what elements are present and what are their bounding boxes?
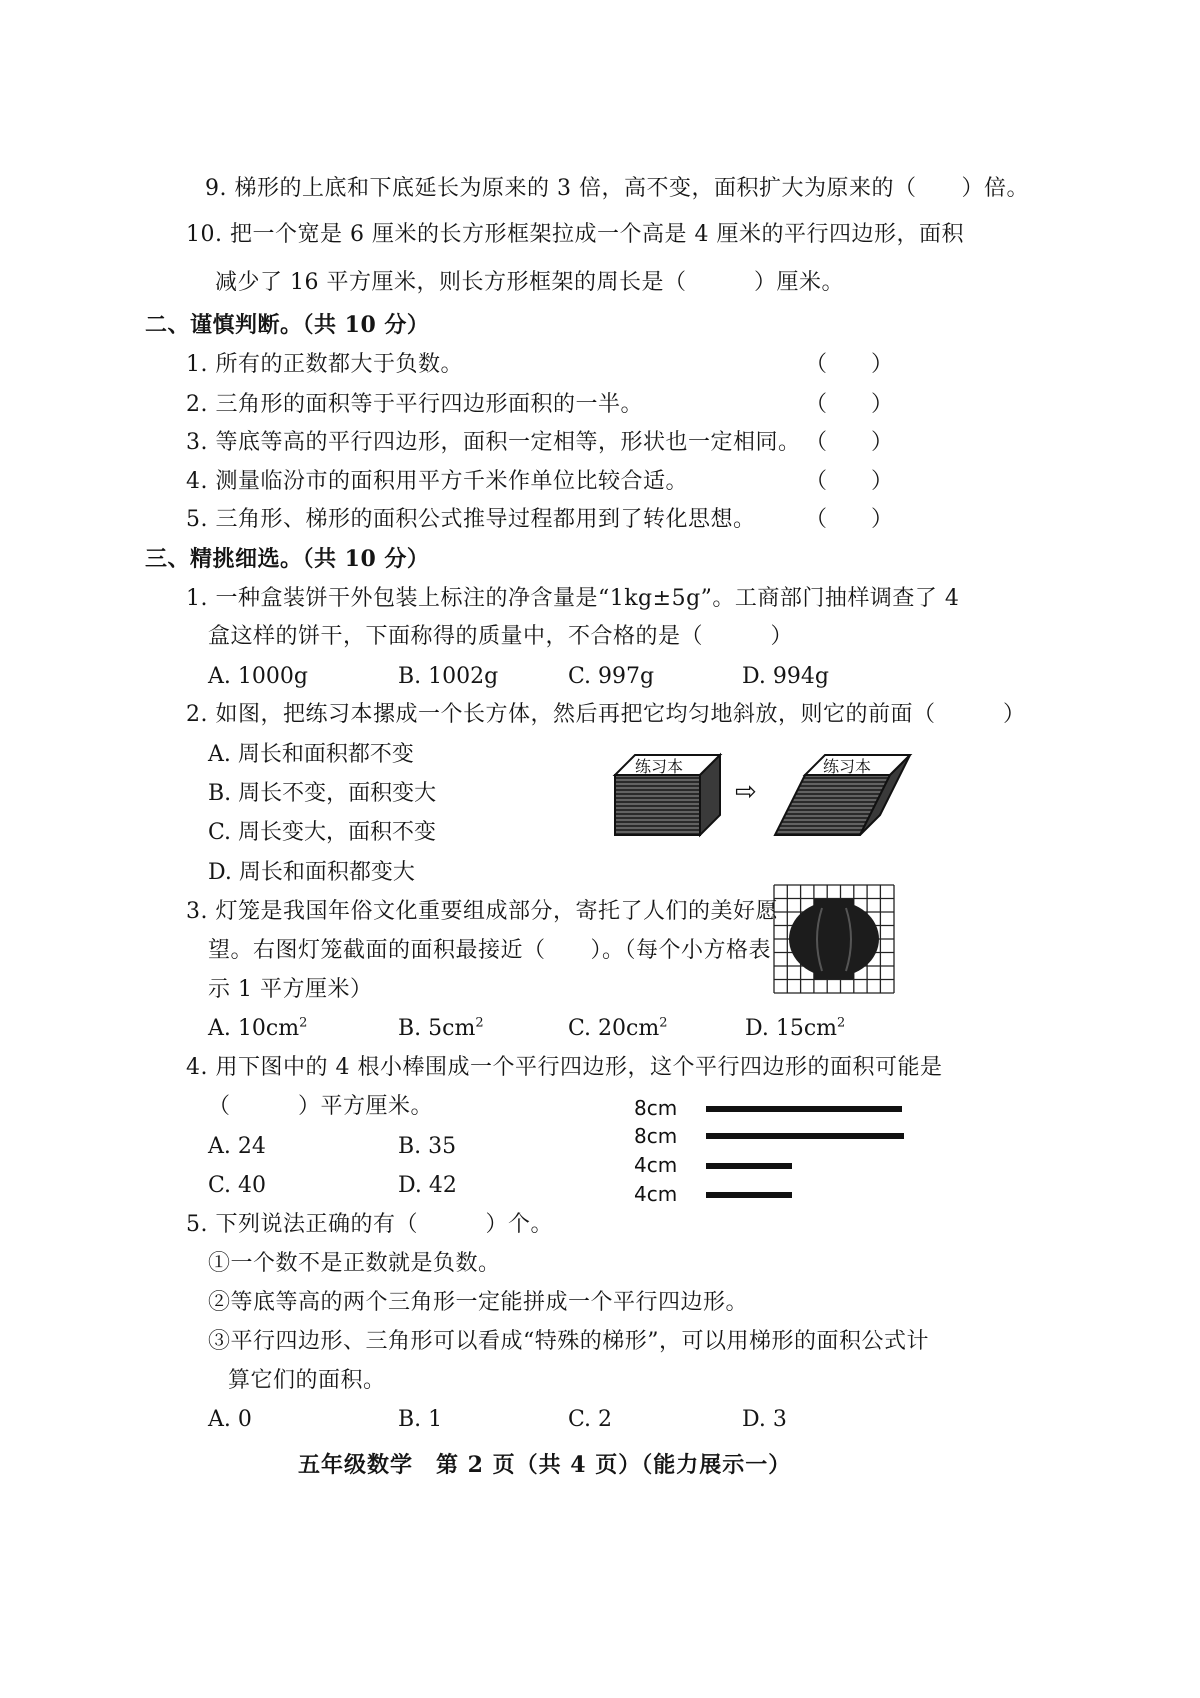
book-stack-figure xyxy=(605,745,915,845)
superscript: 2 xyxy=(659,1015,668,1031)
q2-option-b[interactable]: B. 周长不变，面积变大 xyxy=(208,781,437,806)
judge-item-1: 1. 所有的正数都大于负数。 xyxy=(186,352,463,377)
question-9: 9. 梯形的上底和下底延长为原来的 3 倍，高不变，面积扩大为原来的（ ）倍。 xyxy=(205,176,1029,201)
judge-item-2: 2. 三角形的面积等于平行四边形面积的一半。 xyxy=(186,392,643,417)
q3-option-b-text: B. 5cm xyxy=(398,1016,476,1041)
superscript: 2 xyxy=(299,1015,308,1031)
judge-answer-5[interactable]: （ ） xyxy=(805,507,894,532)
book-label-1: 练习本 xyxy=(635,757,684,776)
choice-q4-line-2: （ ）平方厘米。 xyxy=(208,1094,434,1119)
q5-option-c[interactable]: C. 2 xyxy=(568,1407,613,1432)
choice-q2-line-1: 2. 如图，把练习本摞成一个长方体，然后再把它均匀地斜放，则它的前面（ ） xyxy=(186,702,1026,727)
q5-option-b[interactable]: B. 1 xyxy=(398,1407,443,1432)
q3-option-c[interactable] xyxy=(568,1014,668,1044)
q5-statement-1: ①一个数不是正数就是负数。 xyxy=(208,1251,501,1276)
superscript: 2 xyxy=(837,1015,846,1031)
judge-answer-4[interactable]: （ ） xyxy=(805,469,894,494)
choice-q3-line-2: 望。右图灯笼截面的面积最接近（ ）。（每个小方格表 xyxy=(208,938,772,963)
q5-statement-3-line-2: 算它们的面积。 xyxy=(228,1368,386,1393)
stick-label-4: 4cm xyxy=(634,1182,678,1205)
stick-1 xyxy=(706,1106,902,1112)
q3-option-b[interactable] xyxy=(398,1014,484,1044)
section-2-title: 二、谨慎判断。（共 10 分） xyxy=(145,312,430,338)
choice-q5-line-1: 5. 下列说法正确的有（ ）个。 xyxy=(186,1212,553,1237)
q4-option-c[interactable]: C. 40 xyxy=(208,1173,267,1198)
book-label-2: 练习本 xyxy=(823,757,872,776)
q4-option-a[interactable]: A. 24 xyxy=(208,1134,266,1159)
q4-option-b[interactable]: B. 35 xyxy=(398,1134,457,1159)
q5-option-a[interactable]: A. 0 xyxy=(208,1407,252,1432)
q5-statement-3-line-1: ③平行四边形、三角形可以看成“特殊的梯形”，可以用梯形的面积公式计 xyxy=(208,1329,929,1354)
choice-q1-line-1: 1. 一种盒装饼干外包装上标注的净含量是“1kg±5g”。工商部门抽样调查了 4 xyxy=(186,586,960,611)
choice-q3-line-1: 3. 灯笼是我国年俗文化重要组成部分，寄托了人们的美好愿 xyxy=(186,899,778,924)
q1-option-c[interactable]: C. 997g xyxy=(568,664,655,689)
judge-item-5: 5. 三角形、梯形的面积公式推导过程都用到了转化思想。 xyxy=(186,507,756,532)
choice-q3-line-3: 示 1 平方厘米） xyxy=(208,977,373,1002)
q3-option-d[interactable] xyxy=(745,1014,845,1044)
lantern-shape xyxy=(789,901,879,977)
book-stack-slanted xyxy=(775,755,910,835)
q1-option-a[interactable]: A. 1000g xyxy=(208,664,308,689)
judge-answer-1[interactable]: （ ） xyxy=(805,352,894,377)
lantern-grid-figure xyxy=(772,883,896,995)
q2-option-a[interactable]: A. 周长和面积都不变 xyxy=(208,742,414,767)
stick-label-1: 8cm xyxy=(634,1096,678,1120)
judge-item-4: 4. 测量临汾市的面积用平方千米作单位比较合适。 xyxy=(186,469,688,494)
q5-option-d[interactable]: D. 3 xyxy=(742,1407,787,1432)
section-3-title: 三、精挑细选。（共 10 分） xyxy=(145,546,430,572)
stick-label-3: 4cm xyxy=(634,1153,678,1177)
q3-option-a-text: A. 10cm xyxy=(208,1016,300,1041)
stick-3 xyxy=(706,1163,792,1169)
judge-answer-3[interactable]: （ ） xyxy=(805,430,894,455)
choice-q1-line-2: 盒这样的饼干，下面称得的质量中，不合格的是（ ） xyxy=(208,624,794,649)
stick-label-2: 8cm xyxy=(634,1124,678,1148)
q1-option-b[interactable]: B. 1002g xyxy=(398,664,499,689)
q4-option-d[interactable]: D. 42 xyxy=(398,1173,457,1198)
q5-statement-2: ②等底等高的两个三角形一定能拼成一个平行四边形。 xyxy=(208,1290,749,1315)
superscript: 2 xyxy=(475,1015,484,1031)
question-10-line-1: 10. 把一个宽是 6 厘米的长方形框架拉成一个高是 4 厘米的平行四边形，面积 xyxy=(186,222,964,247)
q1-option-d[interactable]: D. 994g xyxy=(742,664,829,689)
book-stack-box xyxy=(615,755,720,835)
sticks-figure xyxy=(630,1093,915,1205)
page-footer: 五年级数学 第 2 页（共 4 页）（能力展示一） xyxy=(298,1452,792,1478)
stick-2 xyxy=(706,1133,904,1139)
q2-option-d[interactable]: D. 周长和面积都变大 xyxy=(208,860,415,885)
arrow-icon: ⇨ xyxy=(735,777,757,807)
question-10-line-2: 减少了 16 平方厘米，则长方形框架的周长是（ ）厘米。 xyxy=(215,270,844,295)
q2-option-c[interactable]: C. 周长变大，面积不变 xyxy=(208,820,437,845)
q3-option-d-text: D. 15cm xyxy=(745,1016,838,1041)
judge-answer-2[interactable]: （ ） xyxy=(805,392,894,417)
stick-4 xyxy=(706,1192,792,1198)
q3-option-a[interactable] xyxy=(208,1014,307,1044)
judge-item-3: 3. 等底等高的平行四边形，面积一定相等，形状也一定相同。 xyxy=(186,430,801,455)
choice-q4-line-1: 4. 用下图中的 4 根小棒围成一个平行四边形，这个平行四边形的面积可能是 xyxy=(186,1055,943,1080)
q3-option-c-text: C. 20cm xyxy=(568,1016,660,1041)
